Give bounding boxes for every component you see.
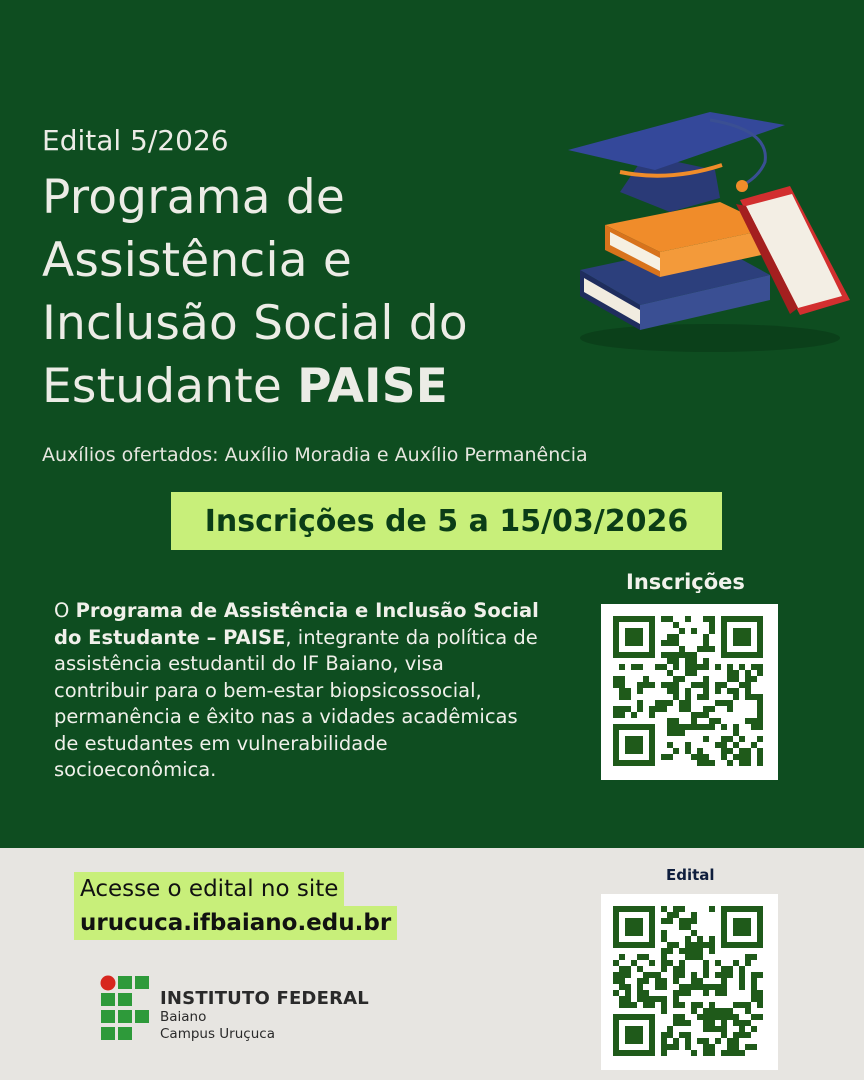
title-line-3: Inclusão Social do bbox=[42, 296, 468, 351]
institution-title: INSTITUTO FEDERAL bbox=[160, 988, 369, 1009]
aids-offered-text: Auxílios ofertados: Auxílio Moradia e Auxílio Permanência bbox=[42, 444, 588, 466]
access-text: Acesse o edital no site bbox=[74, 872, 344, 906]
graduation-cap-and-books-illustration bbox=[560, 100, 860, 364]
title-line-1: Programa de bbox=[42, 170, 345, 225]
institution-state: Baiano bbox=[160, 1009, 207, 1025]
access-site-link[interactable]: urucuca.ifbaiano.edu.br bbox=[74, 906, 397, 940]
qr-registration-label: Inscrições bbox=[626, 570, 745, 594]
if-logo bbox=[100, 975, 152, 1045]
qr-code-icon bbox=[613, 906, 766, 1058]
institution-name bbox=[160, 988, 369, 1043]
title-acronym: PAISE bbox=[297, 359, 449, 414]
qr-code-registration[interactable] bbox=[601, 604, 778, 780]
institution-campus: Campus Uruçuca bbox=[160, 1026, 275, 1042]
description-program-name: Programa de Assistência e Inclusão Social do Estudante – PAISE bbox=[54, 599, 539, 649]
title-line-2: Assistência e bbox=[42, 233, 352, 288]
program-title bbox=[42, 166, 602, 418]
program-description bbox=[54, 598, 544, 784]
edital-number: Edital 5/2026 bbox=[42, 124, 229, 157]
access-edital-box bbox=[74, 872, 397, 940]
qr-code-icon bbox=[613, 616, 766, 768]
title-line-4-regular: Estudante bbox=[42, 359, 298, 414]
registration-dates-banner: Inscrições de 5 a 15/03/2026 bbox=[171, 492, 722, 550]
description-lead: O bbox=[54, 599, 76, 622]
qr-edital-label: Edital bbox=[666, 866, 715, 884]
qr-code-edital[interactable] bbox=[601, 894, 778, 1070]
title-line-4 bbox=[42, 355, 602, 418]
description-rest: , integrante da política de assistência estudantil do IF Baiano, visa contribuir para o bem-estar biopsicossocial, permanência e êxito nas a vidades acadêmicas de estudantes em vulnerabilidade socioeconômica. bbox=[54, 625, 538, 781]
